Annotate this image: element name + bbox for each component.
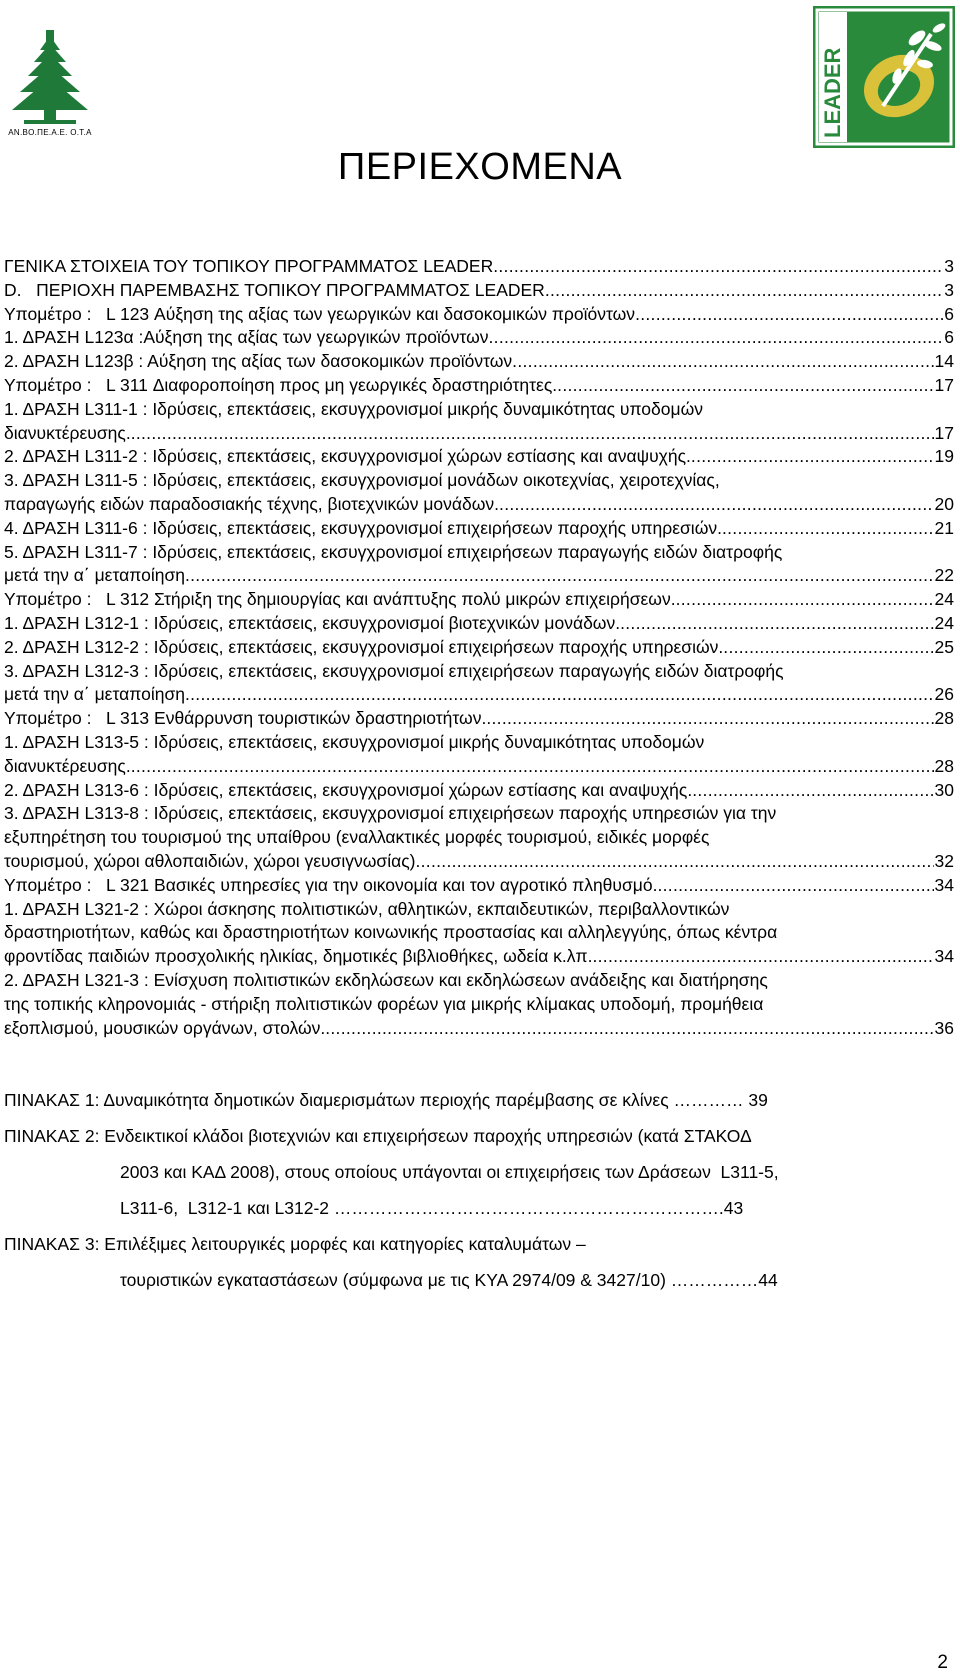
toc-entry-page: 26: [934, 684, 954, 705]
toc-entry-page: 24: [934, 589, 954, 610]
toc-entry[interactable]: [4, 589, 954, 613]
toc-entry-text: 2. ΔΡΑΣΗ L321-3 : Ενίσχυση πολιτιστικών εκδηλώσεων και εκδηλώσεων ανάδειξης και διατήρησης: [4, 969, 768, 990]
toc-entry[interactable]: [4, 375, 954, 399]
toc-leader-dots: [131, 423, 934, 444]
page-title: ΠΕΡΙΕΧΟΜΕΝΑ: [337, 146, 623, 188]
toc-entry-text: Υπομέτρο : L 321 Βασικές υπηρεσίες για την οικονομία και τον αγροτικό πληθυσμό.: [4, 874, 658, 895]
toc-entry-text: 2. ΔΡΑΣΗ L123β : Αύξηση της αξίας των δασοκομικών προϊόντων: [4, 351, 513, 372]
toc-entry-text: τουρισμού, χώροι αθλοπαιδιών, χώροι γευσιγνωσίας): [4, 850, 416, 871]
leader-emblem-icon: [813, 6, 955, 148]
toc-entry[interactable]: [4, 613, 954, 637]
toc-entry[interactable]: [4, 661, 954, 685]
toc-leader-dots: [545, 280, 943, 301]
toc-entry-page: 3: [944, 256, 954, 276]
logo-caption: ΑΝ.ΒΟ.ΠΕ.Α.Ε. Ο.Τ.Α: [8, 128, 92, 137]
toc-entry-page: 14: [934, 351, 954, 372]
toc-entry-page: 25: [934, 636, 954, 657]
toc-entry-text: 5. ΔΡΑΣΗ L311-7 : Ιδρύσεις, επεκτάσεις, εκσυγχρονισμοί επιχειρήσεων παραγωγής ειδών διατροφής: [4, 541, 783, 562]
toc-entry[interactable]: [4, 851, 954, 875]
toc-entry[interactable]: [4, 899, 954, 923]
toc-entry-text: εξυπηρέτηση του τουρισμού της υπαίθρου (εναλλακτικές μορφές τουρισμού, ειδικές μορφές: [4, 827, 710, 848]
toc-leader-dots: [486, 708, 933, 729]
toc-entry-text: 2. ΔΡΑΣΗ L311-2 : Ιδρύσεις, επεκτάσεις, εκσυγχρονισμοί χώρων εστίασης και αναψυχής.: [4, 446, 691, 467]
leader-logo: [813, 6, 955, 148]
toc-entry-text: 1. ΔΡΑΣΗ L311-1 : Ιδρύσεις, επεκτάσεις, εκσυγχρονισμοί μικρής δυναμικότητας υποδομών: [4, 398, 703, 419]
toc-entry-page: 34: [934, 874, 954, 895]
toc-entry-text: 1. ΔΡΑΣΗ L321-2 : Χώροι άσκησης πολιτιστικών, αθλητικών, εκπαιδευτικών, περιβαλλοντικών: [4, 898, 730, 919]
toc-entry-text: εξοπλισμού, μουσικών οργάνων, στολών.: [4, 1017, 326, 1038]
toc-entry-text: 3. ΔΡΑΣΗ L313-8 : Ιδρύσεις, επεκτάσεις, εκσυγχρονισμοί επιχειρήσεων παροχής υπηρεσιών για την: [4, 803, 777, 824]
toc-entry-text: φροντίδας παιδιών προσχολικής ηλικίας, δημοτικές βιβλιοθήκες, ωδεία κ.λπ.: [4, 946, 593, 967]
toc-leader-dots: [131, 756, 934, 777]
toc-entry-text: Υπομέτρο : L 311 Διαφοροποίηση προς μη γεωργικές δραστηριότητες.: [4, 374, 558, 395]
toc-leader-dots: [635, 304, 943, 325]
leader-logo-text: LEADER: [820, 47, 845, 138]
table-entry-text: ΠΙΝΑΚΑΣ 3: Επιλέξιμες λειτουργικές μορφές και κατηγορίες καταλυμάτων –: [4, 1234, 586, 1254]
toc-entry-text: Υπομέτρο : L 123 Αύξηση της αξίας των γεωργικών και δασοκομικών προϊόντων: [4, 303, 636, 324]
toc-leader-dots: [415, 851, 933, 872]
toc-entry-text: 4. ΔΡΑΣΗ L311-6 : Ιδρύσεις, επεκτάσεις, εκσυγχρονισμοί επιχειρήσεων παροχής υπηρεσιών.: [4, 517, 722, 538]
toc-entry-text: της τοπικής κληρονομιάς - στήριξη πολιτιστικών φορέων για μικρής κλίμακας υποδομή, προμήθεια: [4, 993, 764, 1014]
anvopea-logo: [4, 30, 96, 142]
toc-entry-page: 21: [934, 517, 954, 538]
table-entry[interactable]: [4, 1234, 954, 1270]
toc-entry-text: διανυκτέρευσης.: [4, 755, 131, 776]
toc-entry-page: 6: [944, 303, 954, 324]
toc-entry-page: 19: [934, 446, 954, 467]
toc-entry-page: 28: [934, 708, 954, 729]
toc-leader-dots: [592, 946, 933, 967]
toc-entry[interactable]: [4, 542, 954, 566]
toc-leader-dots: [722, 518, 934, 539]
toc-leader-dots: [676, 589, 934, 610]
toc-entry[interactable]: [4, 970, 954, 994]
toc-entry[interactable]: [4, 780, 954, 804]
toc-entry-text: Υπομέτρο : L 312 Στήριξη της δημιουργίας και ανάπτυξης πολύ μικρών επιχειρήσεων.: [4, 589, 676, 610]
toc-entry[interactable]: [4, 327, 954, 351]
toc-entry[interactable]: [4, 565, 954, 589]
table-entry[interactable]: [4, 1090, 954, 1126]
toc-entry-page: 20: [934, 493, 954, 514]
toc-entry-text: 1. ΔΡΑΣΗ L313-5 : Ιδρύσεις, επεκτάσεις, εκσυγχρονισμοί μικρής δυναμικότητας υποδομών: [4, 731, 705, 752]
toc-entry[interactable]: [4, 946, 954, 970]
toc-entry-page: 30: [934, 779, 954, 800]
table-entry-text: ΠΙΝΑΚΑΣ 2: Ενδεικτικοί κλάδοι βιοτεχνιών και επιχειρήσεων παροχής υπηρεσιών (κατά ΣΤΑΚΟΔ: [4, 1126, 752, 1146]
tree-logo-icon: [4, 30, 96, 126]
toc-entry-page: 6: [944, 327, 954, 348]
toc-entry[interactable]: [4, 446, 954, 470]
toc-entry[interactable]: [4, 922, 954, 946]
toc-entry[interactable]: [4, 994, 954, 1018]
toc-entry-text: διανυκτέρευσης.: [4, 422, 131, 443]
table-entry-text: 2003 και ΚΑΔ 2008), στους οποίους υπάγονται οι επιχειρήσεις των Δράσεων L311-5,: [120, 1162, 779, 1182]
toc-entry-page: 34: [934, 946, 954, 967]
toc-entry-page: 24: [934, 612, 954, 633]
toc-entry-page: 22: [934, 565, 954, 586]
toc-entry[interactable]: [4, 708, 954, 732]
toc-entry[interactable]: [4, 756, 954, 780]
toc-leader-dots: [557, 375, 933, 396]
toc-entry-text: 1. ΔΡΑΣΗ L312-1 : Ιδρύσεις, επεκτάσεις, εκσυγχρονισμοί βιοτεχνικών μονάδων.: [4, 612, 621, 633]
toc-leader-dots: [512, 351, 933, 372]
toc-entry-text: μετά την α΄ μεταποίηση: [4, 684, 185, 705]
toc-entry[interactable]: [4, 494, 954, 518]
toc-entry-text: 2. ΔΡΑΣΗ L313-6 : Ιδρύσεις, επεκτάσεις, εκσυγχρονισμοί χώρων εστίασης και αναψυχής.: [4, 779, 693, 800]
toc-leader-dots: [620, 613, 933, 634]
toc-entry-page: 3: [944, 279, 954, 300]
toc-leader-dots: [691, 446, 934, 467]
toc-entry[interactable]: [4, 684, 954, 708]
toc-entry[interactable]: [4, 423, 954, 447]
toc-entry-text: 2. ΔΡΑΣΗ L312-2 : Ιδρύσεις, επεκτάσεις, εκσυγχρονισμοί επιχειρήσεων παροχής υπηρεσιών.: [4, 636, 724, 657]
toc-entry[interactable]: [4, 732, 954, 756]
page-number: 2: [937, 1652, 948, 1673]
table-entry-text: τουριστικών εγκαταστάσεων (σύμφωνα με τις ΚΥΑ 2974/09 & 3427/10) ……………44: [120, 1270, 778, 1290]
toc-leader-dots: [325, 1018, 933, 1039]
table-entry-text: ΠΙΝΑΚΑΣ 1: Δυναμικότητα δημοτικών διαμερισμάτων περιοχής παρέμβασης σε κλίνες ………… 39: [4, 1090, 768, 1110]
table-entry[interactable]: [4, 1126, 954, 1162]
toc-entry[interactable]: [4, 280, 954, 304]
toc-entry-page: 32: [934, 850, 954, 871]
toc-entry[interactable]: [4, 351, 954, 375]
toc-entry-text: D. ΠΕΡΙΟΧΗ ΠΑΡΕΜΒΑΣΗΣ ΤΟΠΙΚΟΥ ΠΡΟΓΡΑΜΜΑΤΟΣ LEADER: [4, 279, 545, 300]
table-of-contents: [4, 256, 954, 1041]
toc-entry-text: Υπομέτρο : L 313 Ενθάρρυνση τουριστικών δραστηριοτήτων.: [4, 708, 487, 729]
table-entry-text: L311-6, L312-1 και L312-2 ………………………………………………………….43: [120, 1198, 744, 1218]
toc-entry[interactable]: [4, 304, 954, 328]
toc-entry-text: 1. ΔΡΑΣΗ L123α :Αύξηση της αξίας των γεωργικών προϊόντων: [4, 327, 489, 348]
toc-entry[interactable]: [4, 875, 954, 899]
toc-leader-dots: [692, 780, 933, 801]
toc-entry[interactable]: [4, 256, 954, 280]
list-of-tables: [4, 1090, 954, 1306]
toc-entry-page: 36: [934, 1017, 954, 1038]
toc-entry[interactable]: [4, 1018, 954, 1042]
table-entry[interactable]: [4, 1270, 954, 1306]
toc-entry[interactable]: [4, 470, 954, 494]
toc-entry-text: 3. ΔΡΑΣΗ L311-5 : Ιδρύσεις, επεκτάσεις, εκσυγχρονισμοί μονάδων οικοτεχνίας, χειροτεχνίας,: [4, 470, 720, 491]
toc-leader-dots: [493, 256, 943, 277]
table-entry[interactable]: [4, 1162, 954, 1198]
toc-leader-dots: [185, 565, 934, 586]
toc-entry[interactable]: [4, 637, 954, 661]
toc-entry-text: μετά την α΄ μεταποίηση: [4, 565, 185, 586]
toc-entry-page: 17: [934, 422, 954, 443]
table-entry[interactable]: [4, 1198, 954, 1234]
toc-entry-text: ΓΕΝΙΚΑ ΣΤΟΙΧΕΙΑ ΤΟΥ ΤΟΠΙΚΟΥ ΠΡΟΓΡΑΜΜΑΤΟΣ LEADER: [4, 256, 494, 276]
toc-entry[interactable]: [4, 399, 954, 423]
toc-leader-dots: [657, 875, 933, 896]
toc-leader-dots: [185, 684, 934, 705]
toc-entry-text: παραγωγής ειδών παραδοσιακής τέχνης, βιοτεχνικών μονάδων.: [4, 493, 500, 514]
toc-entry[interactable]: [4, 518, 954, 542]
toc-leader-dots: [499, 494, 934, 515]
toc-entry[interactable]: [4, 803, 954, 827]
toc-entry-page: 28: [934, 755, 954, 776]
toc-entry-text: δραστηριοτήτων, καθώς και δραστηριοτήτων κοινωνικής προστασίας και αλληλεγγύης, όπως κέντρα: [4, 922, 778, 943]
toc-entry[interactable]: [4, 827, 954, 851]
toc-leader-dots: [489, 327, 944, 348]
toc-entry-text: 3. ΔΡΑΣΗ L312-3 : Ιδρύσεις, επεκτάσεις, εκσυγχρονισμοί επιχειρήσεων παραγωγής ειδών διατροφής: [4, 660, 784, 681]
toc-entry-page: 17: [934, 374, 954, 395]
toc-leader-dots: [723, 637, 933, 658]
